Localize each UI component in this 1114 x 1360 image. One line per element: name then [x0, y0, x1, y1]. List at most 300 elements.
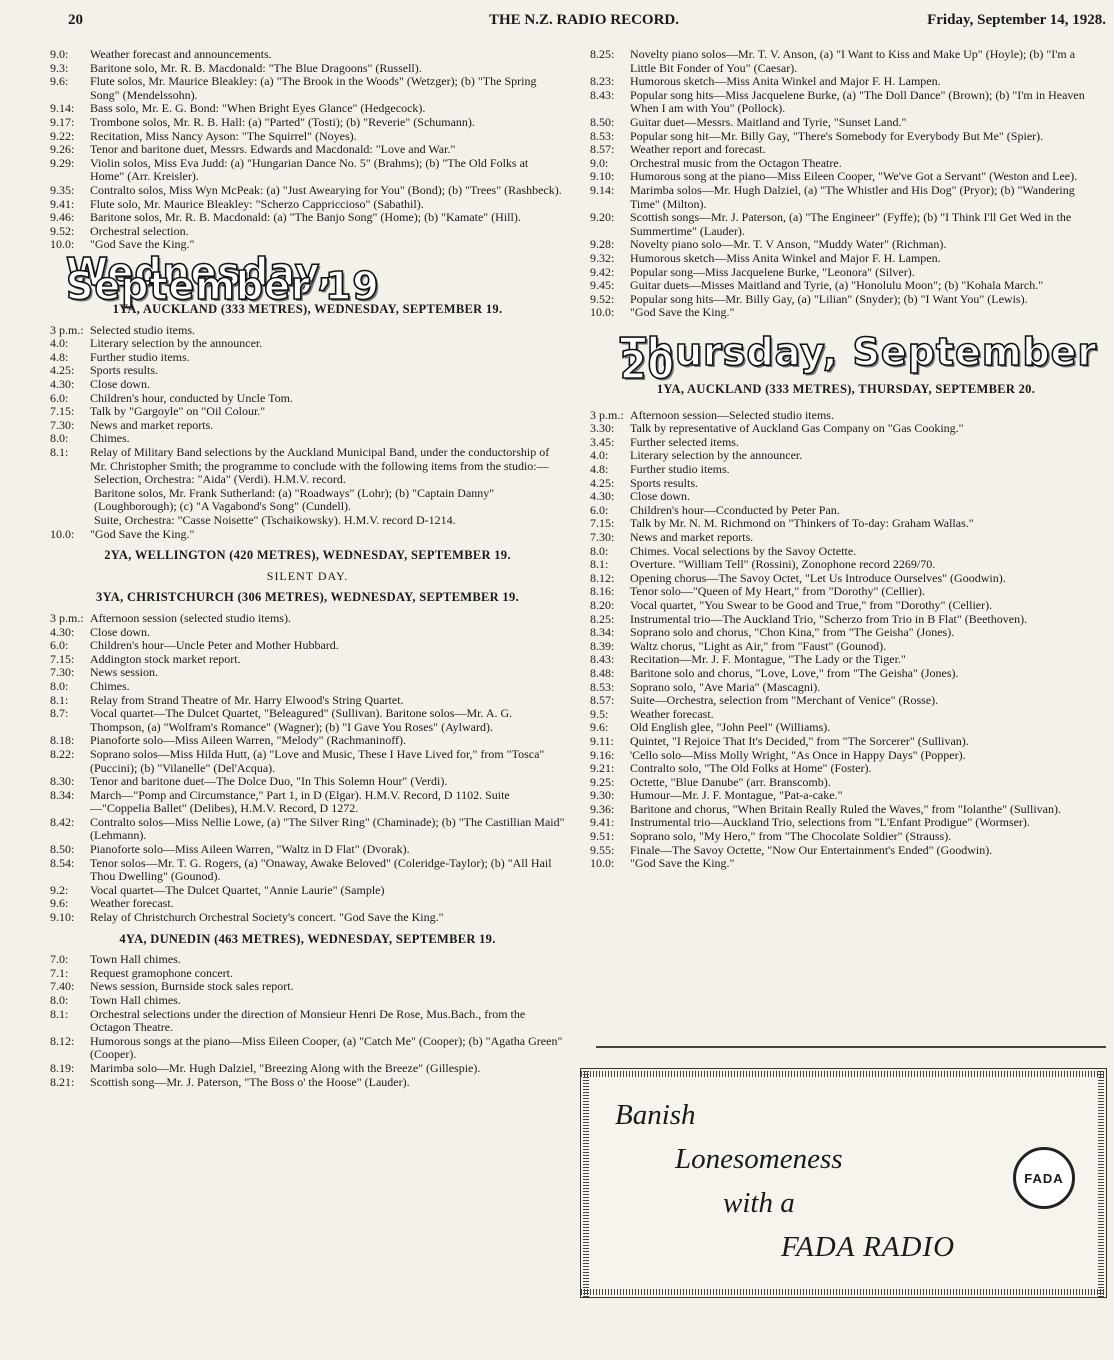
list-item: [590, 558, 1102, 572]
time-label: 7.40:: [50, 979, 75, 994]
program-text: Further studio items.: [630, 462, 730, 477]
list-item: [50, 432, 565, 446]
program-text: Overture. "William Tell" (Rossini), Zonophone record 2269/70.: [630, 557, 936, 572]
time-label: 4.30:: [590, 489, 615, 504]
program-text: Guitar duet—Messrs. Maitland and Tyrie, "Sunset Land.": [630, 114, 907, 129]
program-text: News session, Burnside stock sales report.: [90, 979, 294, 994]
list-item: [590, 211, 1102, 238]
previous-program-list: [50, 48, 565, 252]
list-item: [590, 422, 1102, 436]
ad-border-right: [1098, 1069, 1104, 1297]
time-label: 9.0:: [50, 47, 69, 61]
program-text: Humorous song at the piano—Miss Eileen Cooper, "We've Got a Servant" (Weston and Lee).: [630, 169, 1078, 184]
time-label: 9.14:: [50, 101, 75, 116]
time-label: 8.43:: [590, 87, 615, 102]
list-item: [50, 419, 565, 433]
program-text: Instrumental trio—Auckland Trio, selections from "L'Enfant Prodigue" (Wormser).: [630, 815, 1030, 830]
time-label: 8.1:: [50, 445, 69, 460]
time-label: 7.15:: [50, 651, 75, 666]
program-text: Town Hall chimes.: [90, 952, 181, 967]
program-text: Vocal quartet—The Dulcet Quartet, "Annie Laurie" (Sample): [90, 882, 385, 897]
program-text: Contralto solo, "The Old Folks at Home" (Foster).: [630, 761, 872, 776]
list-item: [590, 599, 1102, 613]
program-text: "God Save the King.": [630, 856, 735, 871]
page-header: [62, 12, 1106, 32]
list-item: [50, 857, 565, 884]
list-item: [50, 405, 565, 419]
time-label: 8.12:: [50, 1033, 75, 1048]
list-item: [50, 953, 565, 967]
program-text: Octette, "Blue Danube" (arr. Branscomb).: [630, 774, 831, 789]
list-item: [50, 392, 565, 406]
time-label: 8.21:: [50, 1074, 75, 1089]
time-label: 9.36:: [590, 801, 615, 816]
time-label: 4.8:: [590, 462, 609, 477]
program-text: Opening chorus—The Savoy Octet, "Let Us Introduce Ourselves" (Goodwin).: [630, 570, 1006, 585]
list-item: [590, 749, 1102, 763]
time-label: 6.0:: [590, 502, 609, 517]
left-column: [50, 48, 565, 1089]
time-label: 8.16:: [590, 584, 615, 599]
list-item: [50, 446, 565, 473]
list-item: [50, 143, 565, 157]
time-label: 7.30:: [50, 417, 75, 432]
program-text: Recitation—Mr. J. F. Montague, "The Lady or the Tiger.": [630, 652, 906, 667]
station-heading-4ya-wed: 4YA, DUNEDIN (463 METRES), WEDNESDAY, SEPTEMBER 19.: [119, 931, 496, 946]
list-item: [590, 762, 1102, 776]
list-item: [50, 157, 565, 184]
ad-line-1: Banish: [615, 1099, 696, 1131]
program-text: Children's hour—Cconducted by Peter Pan.: [630, 502, 840, 517]
program-text: "God Save the King.": [630, 305, 735, 320]
program-list-1ya-wed: [50, 324, 565, 474]
program-text: Close down.: [90, 377, 150, 392]
program-text: Relay of Military Band selections by the Auckland Municipal Band, under the conductorship of Mr. Christopher Smith; the programme to conclude with the following items from the studio:—: [90, 445, 550, 473]
list-item: [590, 735, 1102, 749]
program-text: Orchestral music from the Octagon Theatre.: [630, 155, 842, 170]
time-label: 4.0:: [50, 336, 69, 351]
program-text: Literary selection by the announcer.: [630, 448, 803, 463]
publication-title: THE N.Z. RADIO RECORD.: [488, 12, 680, 28]
list-item: [50, 911, 565, 925]
time-label: 3 p.m.:: [590, 407, 624, 422]
program-text: Tenor solo—"Queen of My Heart," from "Dorothy" (Cellier).: [630, 584, 926, 599]
program-text: Scottish song—Mr. J. Paterson, "The Boss o' the Hoose" (Lauder).: [90, 1074, 410, 1089]
list-item: [50, 1076, 565, 1090]
time-label: 8.7:: [50, 706, 69, 721]
program-text: News and market reports.: [90, 417, 214, 432]
time-label: 8.18:: [50, 733, 75, 748]
list-item: [50, 1008, 565, 1035]
program-text: Addington stock market report.: [90, 651, 241, 666]
list-item: [50, 48, 565, 62]
time-label: 9.20:: [590, 210, 615, 225]
time-label: 8.25:: [590, 47, 615, 61]
program-text: Tenor and baritone duet, Messrs. Edwards and Macdonald: "Love and War.": [90, 142, 456, 157]
page-number: 20: [68, 12, 83, 28]
time-label: 8.42:: [50, 814, 75, 829]
program-text: Soprano solo and chorus, "Chon Kina," from "The Geisha" (Jones).: [630, 625, 955, 640]
program-text: Sports results.: [90, 363, 159, 378]
program-text: Selected studio items.: [90, 322, 195, 337]
list-item: [590, 279, 1102, 293]
program-text: Town Hall chimes.: [90, 993, 181, 1007]
time-label: 9.6:: [590, 720, 609, 735]
program-text: Relay of Christchurch Orchestral Society's concert. "God Save the King.": [90, 910, 444, 925]
program-text: 'Cello solo—Miss Molly Wright, "As Once in Happy Days" (Popper).: [630, 747, 966, 762]
ad-line-3: with a: [723, 1187, 795, 1219]
time-label: 9.6:: [50, 896, 69, 911]
list-item: [50, 666, 565, 680]
program-text: Orchestral selections under the direction of Monsieur Henri De Rose, Mus.Bach., from the Octagon Theatre.: [90, 1006, 526, 1035]
time-label: 3 p.m.:: [50, 322, 84, 337]
time-label: 4.0:: [590, 448, 609, 463]
program-text: Humorous songs at the piano—Miss Eileen Cooper, (a) "Catch Me" (Cooper); (b) "Agatha Green" (Cooper).: [90, 1033, 563, 1062]
list-item: [590, 626, 1102, 640]
list-item: [590, 306, 1102, 320]
time-label: 9.32:: [590, 250, 615, 265]
ad-border-left: [583, 1069, 589, 1297]
program-text: Baritone solos, Mr. R. B. Macdonald: (a) "The Banjo Song" (Home); (b) "Kamate" (Hill).: [90, 210, 521, 225]
time-label: 9.21:: [590, 761, 615, 776]
wednesday-title: Wednesday, September 19: [66, 249, 380, 308]
list-item: [590, 613, 1102, 627]
list-item: [50, 884, 565, 898]
program-text: Novelty piano solos—Mr. T. V. Anson, (a) "I Want to Kiss and Make Up" (Hoyle); (b) "I'm a Little Bit Fonder of You" (Caesar).: [630, 47, 1076, 75]
time-label: 4.25:: [50, 363, 75, 378]
sub-item: Baritone solos, Mr. Frank Sutherland: (a) "Roadways" (Lohr); (b) "Captain Danny" (Loughborough); (c) "A Vagabond's Song" (Cundell).: [94, 485, 495, 514]
list-item: [590, 844, 1102, 858]
time-label: 3.45:: [590, 434, 615, 449]
time-label: 8.39:: [590, 638, 615, 653]
program-text: Humorous sketch—Miss Anita Winkel and Major F. H. Lampen.: [630, 74, 941, 89]
program-text: Children's hour, conducted by Uncle Tom.: [90, 390, 293, 405]
station-heading-1ya-thu: 1YA, AUCKLAND (333 METRES), THURSDAY, SEPTEMBER 20.: [656, 382, 1036, 397]
program-text: Guitar duets—Misses Maitland and Tyrie, (a) "Honolulu Moon"; (b) "Kohala March.": [630, 278, 1044, 293]
list-item: [590, 857, 1102, 871]
list-item: [590, 449, 1102, 463]
program-text: Popular song hits—Miss Jacquelene Burke, (a) "The Doll Dance" (Brown); (b) "I'm in Heaven When I am with You" (Pollock).: [630, 87, 1085, 116]
program-text: Suite—Orchestra, selection from "Merchant of Venice" (Rosse).: [630, 693, 939, 708]
program-text: Vocal quartet, "You Swear to be Good and True," from "Dorothy" (Cellier).: [630, 597, 993, 612]
sub-item: Suite, Orchestra: "Casse Noisette" (Tschaikowsky). H.M.V. record D-1214.: [94, 513, 456, 527]
program-text: Afternoon session—Selected studio items.: [630, 407, 834, 422]
program-list-3ya-wed: [50, 612, 565, 925]
list-item: [590, 830, 1102, 844]
time-label: 10.0:: [590, 856, 615, 871]
program-text: Close down.: [630, 489, 690, 504]
fada-radio-advertisement: [580, 1068, 1107, 1298]
program-text: Scottish songs—Mr. J. Paterson, (a) "The Engineer" (Fyffe); (b) "I Think I'll Get Wed in the Summertime" (Lauder).: [630, 210, 1072, 238]
program-text: News session.: [90, 665, 158, 680]
time-label: 9.26:: [50, 142, 75, 157]
time-label: 9.16:: [590, 747, 615, 762]
list-item: [590, 252, 1102, 266]
time-label: 6.0:: [50, 390, 69, 405]
list-item: [590, 490, 1102, 504]
list-item: [50, 694, 565, 708]
program-text: Contralto solos—Miss Nellie Lowe, (a) "The Silver Ring" (Chaminade); (b) "The Castillian Maid" (Lehmann).: [90, 814, 565, 843]
time-label: 9.5:: [590, 706, 609, 721]
program-text: Chimes. Vocal selections by the Savoy Octette.: [630, 543, 857, 558]
time-label: 9.52:: [590, 291, 615, 306]
list-item: [50, 364, 565, 378]
list-item: [50, 198, 565, 212]
time-label: 10.0:: [590, 305, 615, 320]
time-label: 4.30:: [50, 377, 75, 392]
program-text: Vocal quartet—The Dulcet Quartet, "Beleagured" (Sullivan). Baritone solos—Mr. A. G. Thompson, (a) "Wolfram's Romance" (Wagner); (b) "I Gave You Roses" (Aylward).: [90, 706, 513, 734]
time-label: 8.23:: [590, 74, 615, 89]
list-item: [50, 980, 565, 994]
station-heading-2ya-wed: 2YA, WELLINGTON (420 METRES), WEDNESDAY, SEPTEMBER 19.: [104, 548, 511, 563]
fada-logo-icon: FADA: [1013, 1147, 1075, 1209]
list-item: [590, 409, 1102, 423]
list-item: [50, 734, 565, 748]
time-label: 8.50:: [590, 114, 615, 129]
list-item: [590, 293, 1102, 307]
time-label: 9.28:: [590, 237, 615, 252]
time-label: 4.8:: [50, 349, 69, 364]
program-text: Pianoforte solo—Miss Aileen Warren, "Melody" (Rachmaninoff).: [90, 733, 406, 748]
program-text: March—"Pomp and Circumstance," Part 1, in D (Elgar). H.M.V. Record, D 1102. Suite—"Coppelia Ballet" (Delibes), H.M.V. Record, D 1272.: [90, 787, 510, 816]
list-item: [50, 1035, 565, 1062]
time-label: 4.25:: [590, 475, 615, 490]
right-column: [590, 48, 1102, 871]
list-item: [590, 517, 1102, 531]
list-item: [590, 653, 1102, 667]
program-text: Finale—The Savoy Octette, "Now Our Entertainment's Ended" (Goodwin).: [630, 842, 993, 857]
list-item: [50, 775, 565, 789]
time-label: 9.22:: [50, 128, 75, 143]
ad-line-2: Lonesomeness: [675, 1143, 843, 1175]
time-label: 9.14:: [590, 182, 615, 197]
list-item: [50, 639, 565, 653]
list-item: [50, 897, 565, 911]
time-label: 9.29:: [50, 155, 75, 170]
list-item: [50, 816, 565, 843]
list-item: [590, 116, 1102, 130]
list-item: [590, 477, 1102, 491]
list-item: [50, 378, 565, 392]
time-label: 8.50:: [50, 842, 75, 857]
list-item: [590, 130, 1102, 144]
list-item: [50, 62, 565, 76]
list-item: [50, 748, 565, 775]
list-item: [50, 116, 565, 130]
program-text: Humour—Mr. J. F. Montague, "Pat-a-cake.": [630, 788, 843, 803]
thursday-title: Thursday, September 20: [620, 329, 1098, 388]
list-item: [590, 816, 1102, 830]
program-text: Popular song hit—Mr. Billy Gay, "There's Somebody for Everybody But Me" (Spier).: [630, 128, 1044, 143]
list-item: [590, 531, 1102, 545]
list-item: [590, 170, 1102, 184]
time-label: 9.41:: [590, 815, 615, 830]
program-text: Baritone and chorus, "When Britain Really Ruled the Waves," from "Iolanthe" (Sullivan).: [630, 801, 1061, 816]
program-text: "God Save the King.": [90, 526, 195, 541]
list-item: [50, 324, 565, 338]
time-label: 7.1:: [50, 965, 69, 980]
list-item: [50, 337, 565, 351]
program-text: Afternoon session (selected studio items).: [90, 610, 291, 625]
list-item: [50, 612, 565, 626]
program-text: Flute solo, Mr. Maurice Bleakley: "Scherzo Cappriccioso" (Sabathil).: [90, 196, 424, 211]
silent-day-note: SILENT DAY.: [266, 568, 349, 583]
list-item: [50, 184, 565, 198]
time-label: 8.53:: [590, 128, 615, 143]
program-text: Instrumental trio—The Auckland Trio, "Scherzo from Trio in B Flat" (Beethoven).: [630, 611, 1028, 626]
time-label: 8.0:: [50, 993, 69, 1007]
time-label: 8.12:: [590, 570, 615, 585]
time-label: 7.15:: [590, 516, 615, 531]
list-item: [50, 626, 565, 640]
list-item: [50, 351, 565, 365]
time-label: 8.20:: [590, 597, 615, 612]
program-text: Close down.: [90, 624, 150, 639]
list-item: [50, 994, 565, 1008]
program-text: Request gramophone concert.: [90, 965, 233, 980]
list-item: [50, 1062, 565, 1076]
time-label: 8.34:: [50, 787, 75, 802]
time-label: 9.35:: [50, 182, 75, 197]
list-item: [590, 266, 1102, 280]
list-item: [590, 184, 1102, 211]
time-label: 8.22:: [50, 746, 75, 761]
program-text: Contralto solos, Miss Wyn McPeak: (a) "Just Awearying for You" (Bond); (b) "Trees" (Rashbeck).: [90, 182, 562, 197]
list-item: [50, 528, 565, 542]
time-label: 8.54:: [50, 855, 75, 870]
list-item: [590, 681, 1102, 695]
list-item: [590, 75, 1102, 89]
time-label: 8.57:: [590, 693, 615, 708]
ad-border-top: [581, 1071, 1106, 1077]
program-text: Marimba solo—Mr. Hugh Dalziel, "Breezing Along with the Breeze" (Gillespie).: [90, 1060, 481, 1075]
time-label: 7.0:: [50, 952, 69, 967]
program-text: Chimes.: [90, 431, 130, 446]
program-list-4ya-wed: [50, 953, 565, 1089]
program-text: Trombone solos, Mr. R. B. Hall: (a) "Parted" (Tosti); (b) "Reverie" (Schumann).: [90, 114, 475, 129]
program-text: Old English glee, "John Peel" (Williams).: [630, 720, 831, 735]
list-item: [590, 572, 1102, 586]
list-item: [50, 225, 565, 239]
list-item: [590, 803, 1102, 817]
list-item: [590, 694, 1102, 708]
time-label: 9.2:: [50, 882, 69, 897]
time-label: 9.42:: [590, 264, 615, 279]
program-text: Soprano solo, "My Hero," from "The Chocolate Soldier" (Strauss).: [630, 829, 952, 844]
program-text: Baritone solo and chorus, "Love, Love," from "The Geisha" (Jones).: [630, 665, 959, 680]
program-text: Tenor solos—Mr. T. G. Rogers, (a) "Onaway, Awake Beloved" (Coleridge-Taylor); (b) "All Hail Thou Dwelling" (Gounod).: [90, 855, 552, 884]
time-label: 9.51:: [590, 829, 615, 844]
ad-border-bottom: [581, 1289, 1106, 1295]
program-text: Pianoforte solo—Miss Aileen Warren, "Waltz in D Flat" (Dvorak).: [90, 842, 410, 857]
time-label: 8.19:: [50, 1060, 75, 1075]
program-text: Talk by "Gargoyle" on "Oil Colour.": [90, 404, 266, 419]
program-sublist-1ya-wed: [50, 473, 565, 527]
continued-program-list: [590, 48, 1102, 320]
time-label: 9.17:: [50, 114, 75, 129]
program-text: Bass solo, Mr. E. G. Bond: "When Bright Eyes Glance" (Hedgecock).: [90, 101, 426, 116]
time-label: 9.6:: [50, 74, 69, 89]
program-text: Sports results.: [630, 475, 699, 490]
sub-item: Selection, Orchestra: "Aida" (Verdi). H.M.V. record.: [94, 472, 346, 487]
time-label: 8.0:: [590, 543, 609, 558]
time-label: 8.1:: [590, 557, 609, 572]
program-text: Humorous sketch—Miss Anita Winkel and Major F. H. Lampen.: [630, 250, 941, 265]
time-label: 8.1:: [50, 692, 69, 707]
program-text: "God Save the King.": [90, 237, 195, 252]
list-item: [590, 667, 1102, 681]
time-label: 7.15:: [50, 404, 75, 419]
program-text: Popular song—Miss Jacquelene Burke, "Leonora" (Silver).: [630, 264, 915, 279]
list-item: [590, 721, 1102, 735]
time-label: 9.0:: [590, 155, 609, 170]
program-text: Flute solos, Mr. Maurice Bleakley: (a) "The Brook in the Woods" (Wetzger); (b) "The Spring Song" (Mendelssohn).: [90, 74, 537, 102]
list-item: [590, 238, 1102, 252]
program-text: Recitation, Miss Nancy Ayson: "The Squirrel" (Noyes).: [90, 128, 357, 143]
program-text: Further studio items.: [90, 349, 190, 364]
program-text: Novelty piano solo—Mr. T. V Anson, "Muddy Water" (Richman).: [630, 237, 947, 252]
program-text: Orchestral selection.: [90, 223, 189, 238]
program-text: Talk by Mr. N. M. Richmond on "Thinkers of To-day: Graham Wallas.": [630, 516, 974, 531]
list-item: [50, 843, 565, 857]
list-item: [590, 585, 1102, 599]
program-text: Marimba solos—Mr. Hugh Dalziel, (a) "The Whistler and His Dog" (Pryor); (b) "Wandering Time" (Milton).: [630, 182, 1075, 211]
list-item: [590, 157, 1102, 171]
list-item: [590, 89, 1102, 116]
program-text: Quintet, "I Rejoice That It's Decided," from "The Sorcerer" (Sullivan).: [630, 733, 969, 748]
time-label: 9.46:: [50, 210, 75, 225]
time-label: 8.0:: [50, 431, 69, 446]
list-item: [590, 143, 1102, 157]
program-text: Relay from Strand Theatre of Mr. Harry Elwood's String Quartet.: [90, 692, 404, 707]
time-label: 9.52:: [50, 223, 75, 238]
program-text: Tenor and baritone duet—The Dolce Duo, "In This Solemn Hour" (Verdi).: [90, 774, 448, 789]
list-item: [590, 463, 1102, 477]
program-text: Literary selection by the announcer.: [90, 336, 263, 351]
station-heading-3ya-wed: 3YA, CHRISTCHURCH (306 METRES), WEDNESDAY, SEPTEMBER 19.: [96, 590, 519, 605]
divider: [596, 1046, 1106, 1048]
list-item: [590, 504, 1102, 518]
time-label: 8.0:: [50, 678, 69, 693]
list-item: [590, 640, 1102, 654]
list-item: [590, 776, 1102, 790]
program-text: Weather forecast.: [630, 706, 714, 721]
program-text: Children's hour—Uncle Peter and Mother Hubbard.: [90, 638, 339, 653]
time-label: 8.25:: [590, 611, 615, 626]
list-item: [50, 75, 565, 102]
program-text: Talk by representative of Auckland Gas Company on "Gas Cooking.": [630, 421, 964, 436]
time-label: 4.30:: [50, 624, 75, 639]
time-label: 3 p.m.:: [50, 610, 84, 625]
time-label: 9.55:: [590, 842, 615, 857]
list-item: [50, 789, 565, 816]
time-label: 8.57:: [590, 142, 615, 157]
list-item: [590, 708, 1102, 722]
program-text: Chimes.: [90, 678, 130, 693]
list-item: [50, 653, 565, 667]
time-label: 8.34:: [590, 625, 615, 640]
program-text: Soprano solo, "Ave Maria" (Mascagni).: [630, 679, 821, 694]
program-text: Weather forecast.: [90, 896, 174, 911]
time-label: 8.30:: [50, 774, 75, 789]
time-label: 7.30:: [590, 530, 615, 544]
list-item: [590, 436, 1102, 450]
program-text: Waltz chorus, "Light as Air," from "Faust" (Gounod).: [630, 638, 887, 653]
station-heading-1ya-wed: 1YA, AUCKLAND (333 METRES), WEDNESDAY, SEPTEMBER 19.: [112, 302, 503, 317]
time-label: 7.30:: [50, 665, 75, 680]
time-label: 10.0:: [50, 237, 75, 252]
time-label: 9.10:: [590, 169, 615, 184]
